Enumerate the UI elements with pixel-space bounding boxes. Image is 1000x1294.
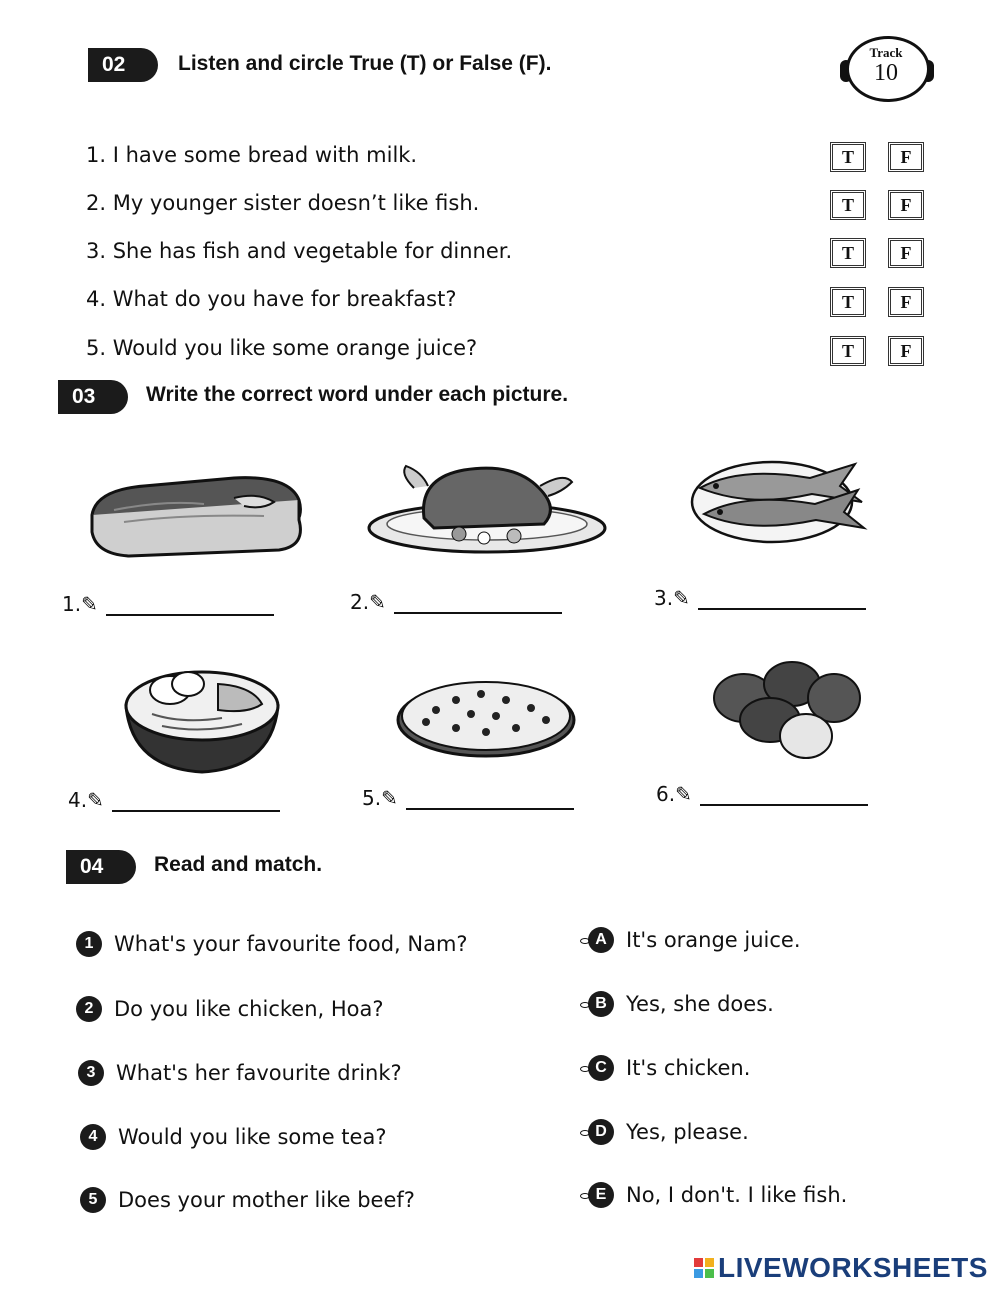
number-5-icon: 5 — [80, 1187, 106, 1213]
match-question[interactable]: 2 Do you like chicken, Hoa? — [76, 996, 384, 1022]
picture-answer-3[interactable]: 3. ✎ — [654, 586, 866, 610]
section-badge-02: 02 — [88, 48, 158, 82]
tf-statement: 5. Would you like some orange juice? — [86, 336, 478, 360]
pencil-icon: ✎ — [381, 786, 398, 810]
picture-answer-6[interactable]: 6. ✎ — [656, 782, 868, 806]
true-option[interactable]: T — [830, 287, 866, 317]
match-question[interactable]: 5 Does your mother like beef? — [80, 1187, 415, 1213]
answer-line[interactable] — [700, 786, 868, 806]
track-label: Track — [869, 45, 903, 60]
number-4-icon: 4 — [80, 1124, 106, 1150]
section-badge-04: 04 — [66, 850, 136, 884]
match-answer[interactable]: E No, I don't. I like fish. — [588, 1182, 847, 1208]
match-question[interactable]: 1 What's your favourite food, Nam? — [76, 931, 468, 957]
false-option[interactable]: F — [888, 336, 924, 366]
true-option[interactable]: T — [830, 336, 866, 366]
letter-d-icon: D — [588, 1119, 614, 1145]
true-option[interactable]: T — [830, 190, 866, 220]
match-question[interactable]: 4 Would you like some tea? — [80, 1124, 386, 1150]
logo-text: LIVEWORKSHEETS — [718, 1252, 988, 1283]
pencil-icon: ✎ — [87, 788, 104, 812]
picture-answer-5[interactable]: 5. ✎ — [362, 786, 574, 810]
track-number: 10 — [874, 60, 898, 86]
beef-steak-image — [84, 470, 310, 562]
noodle-bowl-image — [122, 664, 282, 776]
section-badge-03: 03 — [58, 380, 128, 414]
match-answer[interactable]: A It's orange juice. — [588, 927, 801, 953]
potatoes-image — [708, 658, 864, 762]
letter-a-icon: A — [588, 927, 614, 953]
true-option[interactable]: T — [830, 238, 866, 268]
pizza-image — [396, 672, 576, 762]
number-2-icon: 2 — [76, 996, 102, 1022]
answer-line[interactable] — [106, 596, 274, 616]
false-option[interactable]: F — [888, 190, 924, 220]
letter-e-icon: E — [588, 1182, 614, 1208]
match-answer[interactable]: B Yes, she does. — [588, 991, 774, 1017]
logo-mark-icon — [694, 1258, 714, 1278]
roast-chicken-image — [364, 458, 610, 558]
answer-line[interactable] — [112, 792, 280, 812]
picture-answer-1[interactable]: 1. ✎ — [62, 592, 274, 616]
pencil-icon: ✎ — [675, 782, 692, 806]
pencil-icon: ✎ — [81, 592, 98, 616]
true-option[interactable]: T — [830, 142, 866, 172]
match-answer[interactable]: D Yes, please. — [588, 1119, 749, 1145]
section-title-04: Read and match. — [154, 853, 323, 876]
section-title-02: Listen and circle True (T) or False (F). — [178, 52, 552, 75]
pencil-icon: ✎ — [673, 586, 690, 610]
tf-statement: 2. My younger sister doesn’t like fish. — [86, 191, 480, 215]
letter-b-icon: B — [588, 991, 614, 1017]
picture-answer-4[interactable]: 4. ✎ — [68, 788, 280, 812]
number-3-icon: 3 — [78, 1060, 104, 1086]
liveworksheets-logo — [694, 1252, 988, 1284]
match-answer[interactable]: C It's chicken. — [588, 1055, 750, 1081]
picture-answer-2[interactable]: 2. ✎ — [350, 590, 562, 614]
answer-line[interactable] — [394, 594, 562, 614]
tf-statement: 4. What do you have for breakfast? — [86, 287, 457, 311]
number-1-icon: 1 — [76, 931, 102, 957]
pencil-icon: ✎ — [369, 590, 386, 614]
answer-line[interactable] — [406, 790, 574, 810]
letter-c-icon: C — [588, 1055, 614, 1081]
track-badge — [838, 36, 934, 98]
answer-line[interactable] — [698, 590, 866, 610]
tf-statement: 3. She has fish and vegetable for dinner. — [86, 239, 513, 263]
fish-plate-image — [690, 458, 870, 548]
section-title-03: Write the correct word under each picture. — [146, 383, 569, 406]
match-question[interactable]: 3 What's her favourite drink? — [78, 1060, 402, 1086]
false-option[interactable]: F — [888, 238, 924, 268]
false-option[interactable]: F — [888, 287, 924, 317]
tf-statement: 1. I have some bread with milk. — [86, 143, 418, 167]
false-option[interactable]: F — [888, 142, 924, 172]
